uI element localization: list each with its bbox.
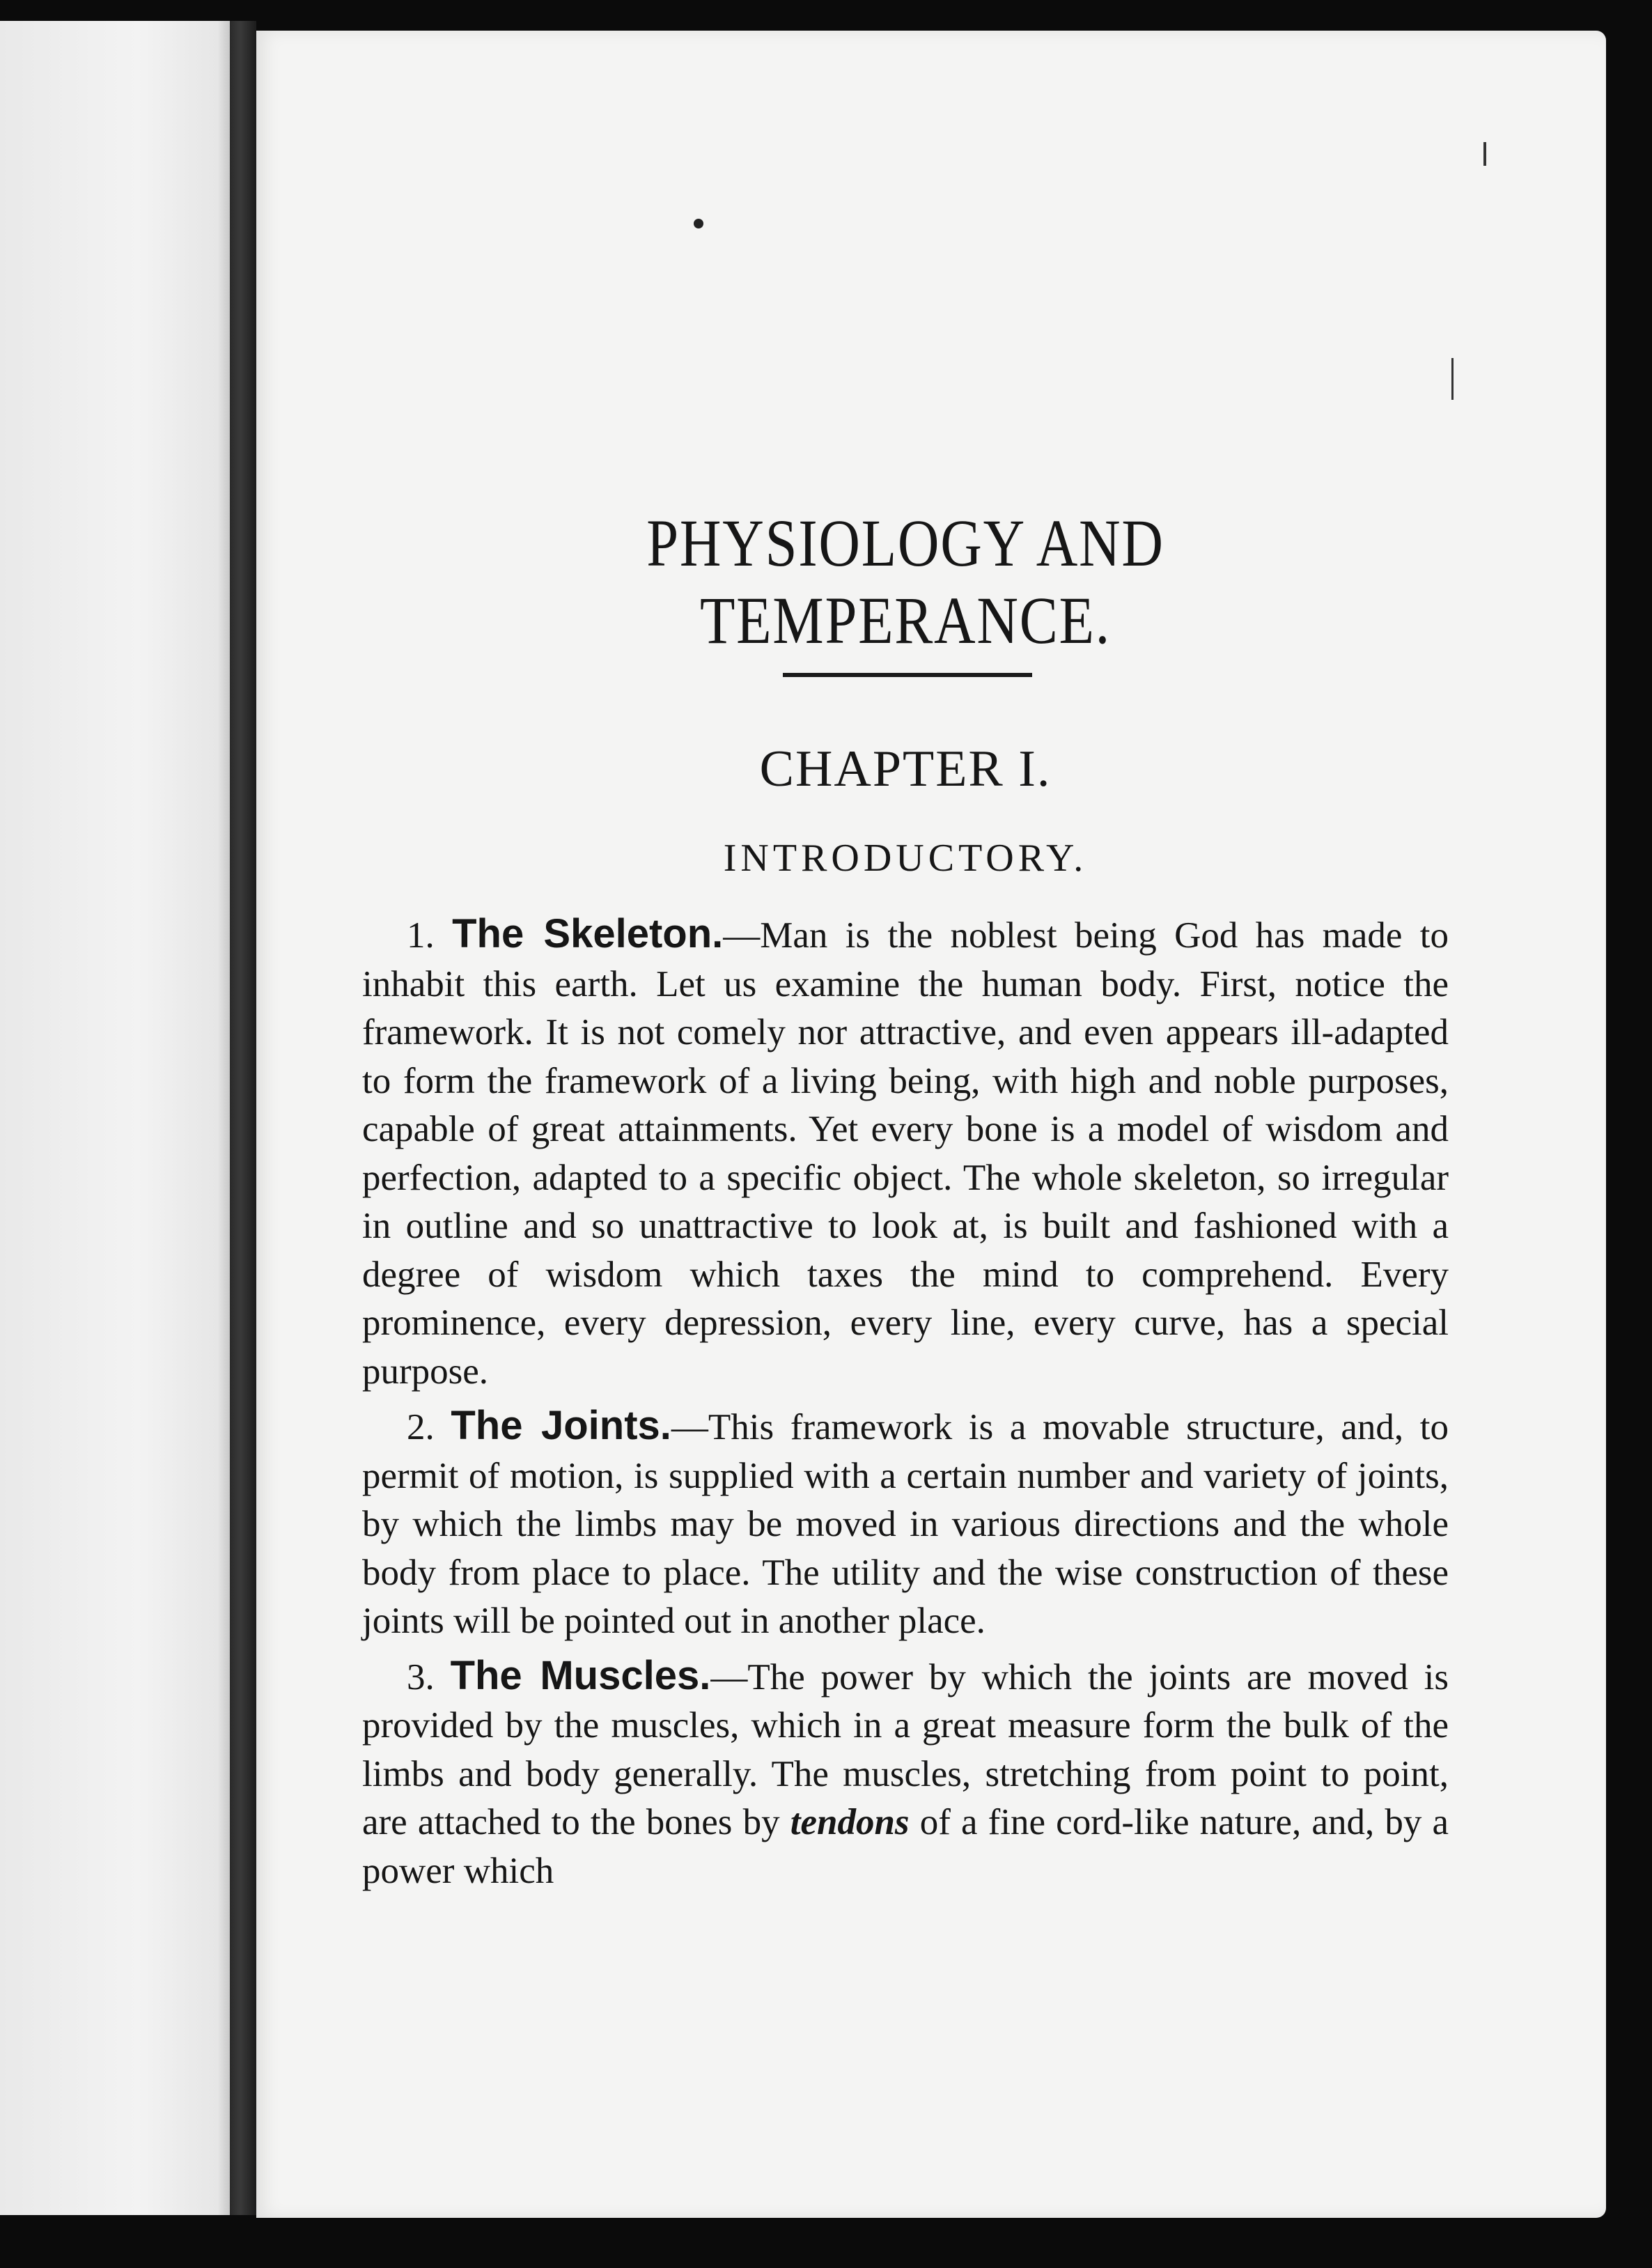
page-edge-mark [1483, 142, 1486, 166]
section-dash: — [671, 1407, 708, 1447]
section-number: 1. [407, 915, 435, 956]
section-joints [362, 1401, 1449, 1646]
section-text: This framework is a movable structure, and, to permit of motion, is supplied with a certain number and variety of joints, by which the limbs may be moved in various directions and the whole body from place to place. The utility and the wise construction of these joints will be pointed out in another place. [362, 1407, 1449, 1641]
book-page [256, 31, 1606, 2218]
chapter-subtitle: INTRODUCTORY. [723, 837, 1088, 880]
book-gutter [230, 21, 256, 2215]
book-title: PHYSIOLOGY AND TEMPERANCE. [646, 506, 1164, 658]
section-muscles [362, 1652, 1449, 1896]
section-number: 2. [407, 1407, 435, 1447]
section-skeleton [362, 910, 1449, 1396]
section-text-after: of a fine cord-like nature, and, by a power which [362, 1802, 1449, 1891]
section-heading: The Joints. [451, 1403, 671, 1448]
section-heading: The Skeleton. [452, 911, 724, 956]
emphasized-term: tendons [790, 1802, 910, 1842]
title-rule [783, 673, 1032, 677]
section-text: Man is the noblest being God has made to inhabit this earth. Let us examine the human body. First, notice the framework. It is not comely nor attractive, and even appears ill-adapted to form the framework of a living being, with high and noble purposes, capable of great attainments. Yet every bone is a model of wisdom and perfection, adapted to a specific object. The whole skeleton, so irregular in outline and so unattractive to look at, is built and fashioned with a degree of wisdom which taxes the mind to comprehend. Every prominence, every depression, every line, every curve, has a special purpose. [362, 915, 1449, 1392]
section-dash: — [723, 915, 761, 956]
section-text-before: The power by which the joints are moved is provided by the muscles, which in a great measure form the bulk of the limbs and body generally. The muscles, stretching from point to point, are attached to the bones by [362, 1656, 1449, 1842]
section-heading: The Muscles. [450, 1652, 711, 1698]
ink-speck [694, 219, 703, 228]
section-number: 3. [407, 1656, 435, 1698]
section-dash: — [710, 1656, 748, 1698]
chapter-body [362, 910, 1449, 1895]
page-edge-mark [1451, 358, 1454, 400]
chapter-heading: CHAPTER I. [759, 740, 1052, 798]
facing-page-edge [0, 21, 230, 2215]
facing-page-shadow [217, 21, 230, 2215]
